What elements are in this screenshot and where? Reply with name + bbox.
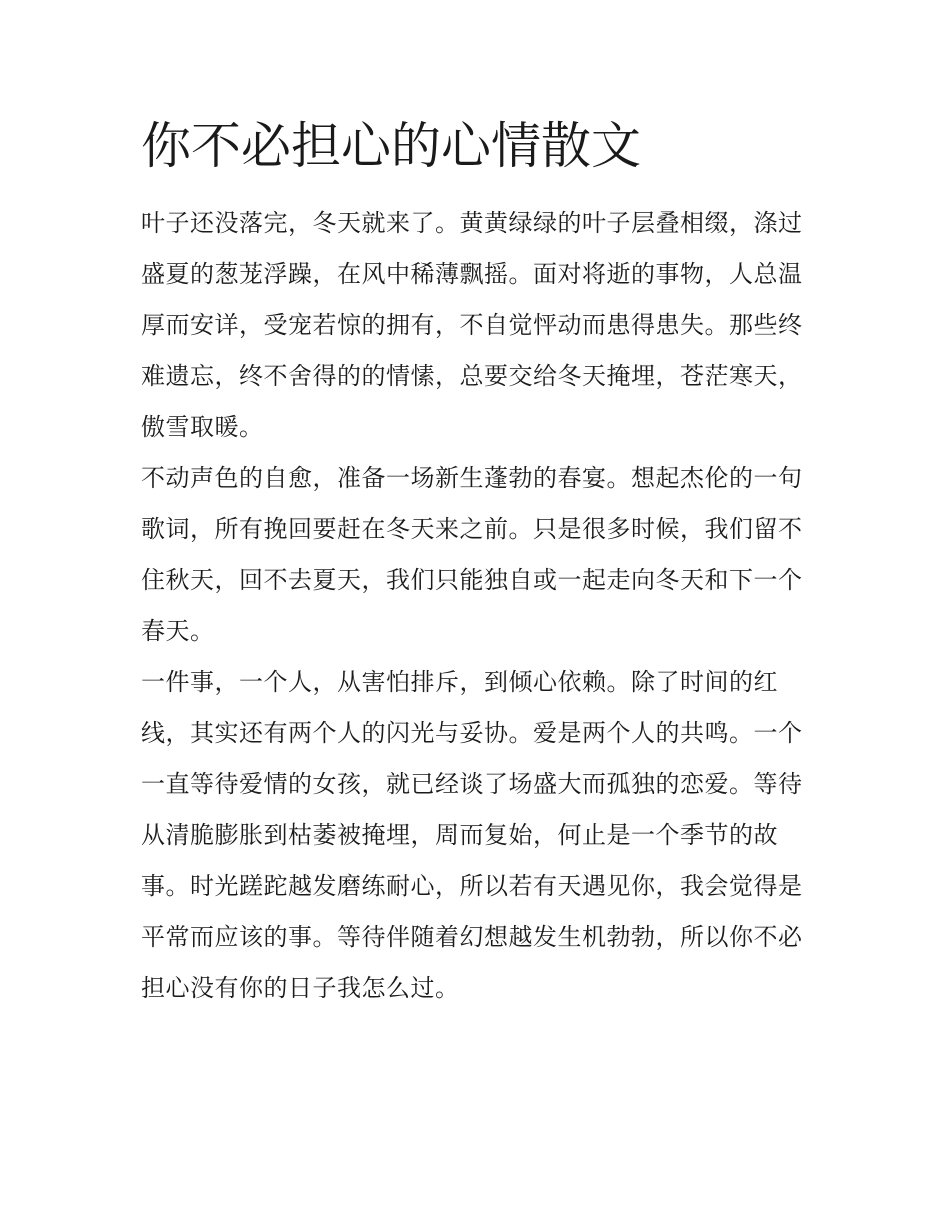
text-line: 难遗忘，终不舍得的的情愫，总要交给冬天掩埋，苍茫寒天， — [141, 362, 803, 390]
text-line: 傲雪取暖。 — [141, 413, 264, 441]
text-line: 事。时光蹉跎越发磨练耐心，所以若有天遇见你，我会觉得是 — [141, 872, 803, 900]
text-line: 不动声色的自愈，准备一场新生蓬勃的春宴。想起杰伦的一句 — [141, 464, 803, 492]
text-line: 叶子还没落完，冬天就来了。黄黄绿绿的叶子层叠相缀，涤过 — [141, 209, 803, 237]
text-line: 从清脆膨胀到枯萎被掩埋，周而复始，何止是一个季节的故 — [141, 821, 778, 849]
text-line: 盛夏的葱茏浮躁，在风中稀薄飘摇。面对将逝的事物，人总温 — [141, 260, 803, 288]
text-line: 住秋天，回不去夏天，我们只能独自或一起走向冬天和下一个 — [141, 566, 803, 594]
text-line: 一件事，一个人，从害怕排斥，到倾心依赖。除了时间的红 — [141, 668, 778, 696]
text-line: 一直等待爱情的女孩，就已经谈了场盛大而孤独的恋爱。等待 — [141, 770, 803, 798]
text-line: 担心没有你的日子我怎么过。 — [141, 974, 460, 1002]
text-line: 歌词，所有挽回要赶在冬天来之前。只是很多时候，我们留不 — [141, 515, 803, 543]
text-line: 春天。 — [141, 617, 215, 645]
text-line: 线，其实还有两个人的闪光与妥协。爱是两个人的共鸣。一个 — [141, 719, 803, 747]
text-line: 平常而应该的事。等待伴随着幻想越发生机勃勃，所以你不必 — [141, 923, 803, 951]
essay-body — [141, 198, 811, 1014]
text-line: 厚而安详，受宠若惊的拥有，不自觉怦动而患得患失。那些终 — [141, 311, 803, 339]
page-title: 你不必担心的心情散文 — [141, 117, 641, 175]
